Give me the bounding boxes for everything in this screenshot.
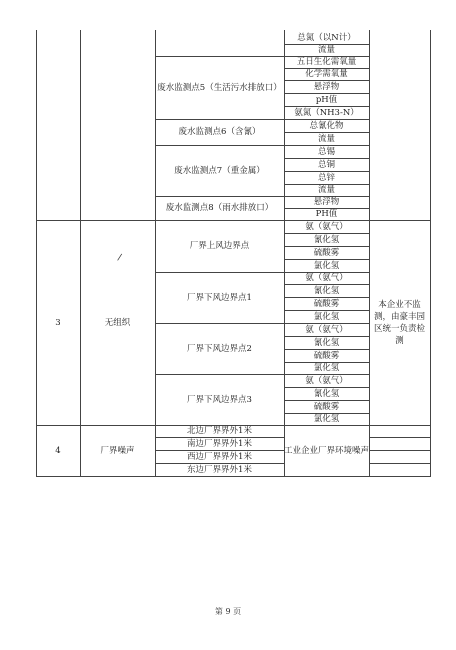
item-cell: 氨氮（NH3-N） [294,107,359,118]
noise-point-cell: 北边厂界界外1米 [187,426,252,436]
item-cell: PH值 [315,209,338,219]
item-cell: 氰化氢 [313,285,340,296]
item-cell: pH值 [315,94,338,105]
seq-cell: 3 [55,317,61,328]
item-cell: 硫酸雾 [313,298,340,309]
pen-mark: / [116,252,123,264]
point-cell: 废水监测点8（雨水排放口） [165,203,274,213]
item-cell: 氰化氢 [313,234,340,245]
item-cell: 氯化氢 [313,311,340,322]
category-cell: 无组织 [104,317,131,328]
seq-cell: 4 [55,445,61,456]
item-cell: 总铜 [317,159,335,170]
right-col-line [369,463,430,464]
item-cell: 流量 [317,185,335,195]
item-cell: 氯化氢 [313,363,340,373]
point-cell: 厂界上风边界点 [189,241,250,251]
item-cell: 硫酸雾 [313,350,340,361]
note-cell: 本企业不监测，由豪丰园区统一负责检测 [373,299,425,346]
table-bottom [36,476,430,477]
item-cell: 总氰化物 [309,120,344,131]
point-cell: 厂界下风边界点2 [187,343,252,354]
point-cell: 厂界下风边界点3 [187,394,252,405]
right-col-line [369,437,430,438]
item-cell: 流量 [317,133,335,144]
item-cell: 五日生化需氧量 [296,57,357,67]
item-cell: 总氮（以N计） [297,33,356,43]
item-cell: 化学需氧量 [305,69,348,79]
item-cell: 氨（氨气） [305,273,348,283]
item-cell: 悬浮物 [313,81,340,92]
item-cell: 氨（氨气） [305,324,348,335]
item-cell: 硫酸雾 [313,401,340,412]
item-cell: 悬浮物 [313,197,340,207]
item-cell: 氯化氢 [313,414,340,424]
table-right-border [430,30,431,477]
noise-point-cell: 西边厂界界外1米 [187,451,252,462]
point-cell: 废水监测点6（含氰） [178,127,261,137]
item-cell: 氯化氢 [313,260,340,271]
category-column-line [155,30,156,477]
item-cell: 氰化氢 [313,388,340,399]
point-cell: 厂界下风边界点1 [187,292,252,303]
item-cell: 氰化氢 [313,337,340,348]
noise-item-cell: 工业企业厂界环境噪声 [284,445,370,456]
point-cell: 废水监测点5（生活污水排放口） [157,83,282,93]
page-number: 第 9 页 [214,607,242,616]
item-cell: 总锡 [317,146,335,157]
item-cell: 氨（氨气） [305,375,348,386]
right-col-line [369,450,430,451]
category-cell: 厂界噪声 [100,445,135,456]
item-cell: 流量 [317,45,335,55]
item-cell: 硫酸雾 [313,247,340,258]
point-cell: 废水监测点7（重金属） [174,165,265,176]
item-cell: 总锌 [317,172,335,183]
noise-point-cell: 东边厂界界外1米 [187,464,252,475]
note-column-line [369,30,370,477]
noise-point-cell: 南边厂界界外1米 [187,438,252,449]
item-cell: 氨（氨气） [305,221,348,232]
